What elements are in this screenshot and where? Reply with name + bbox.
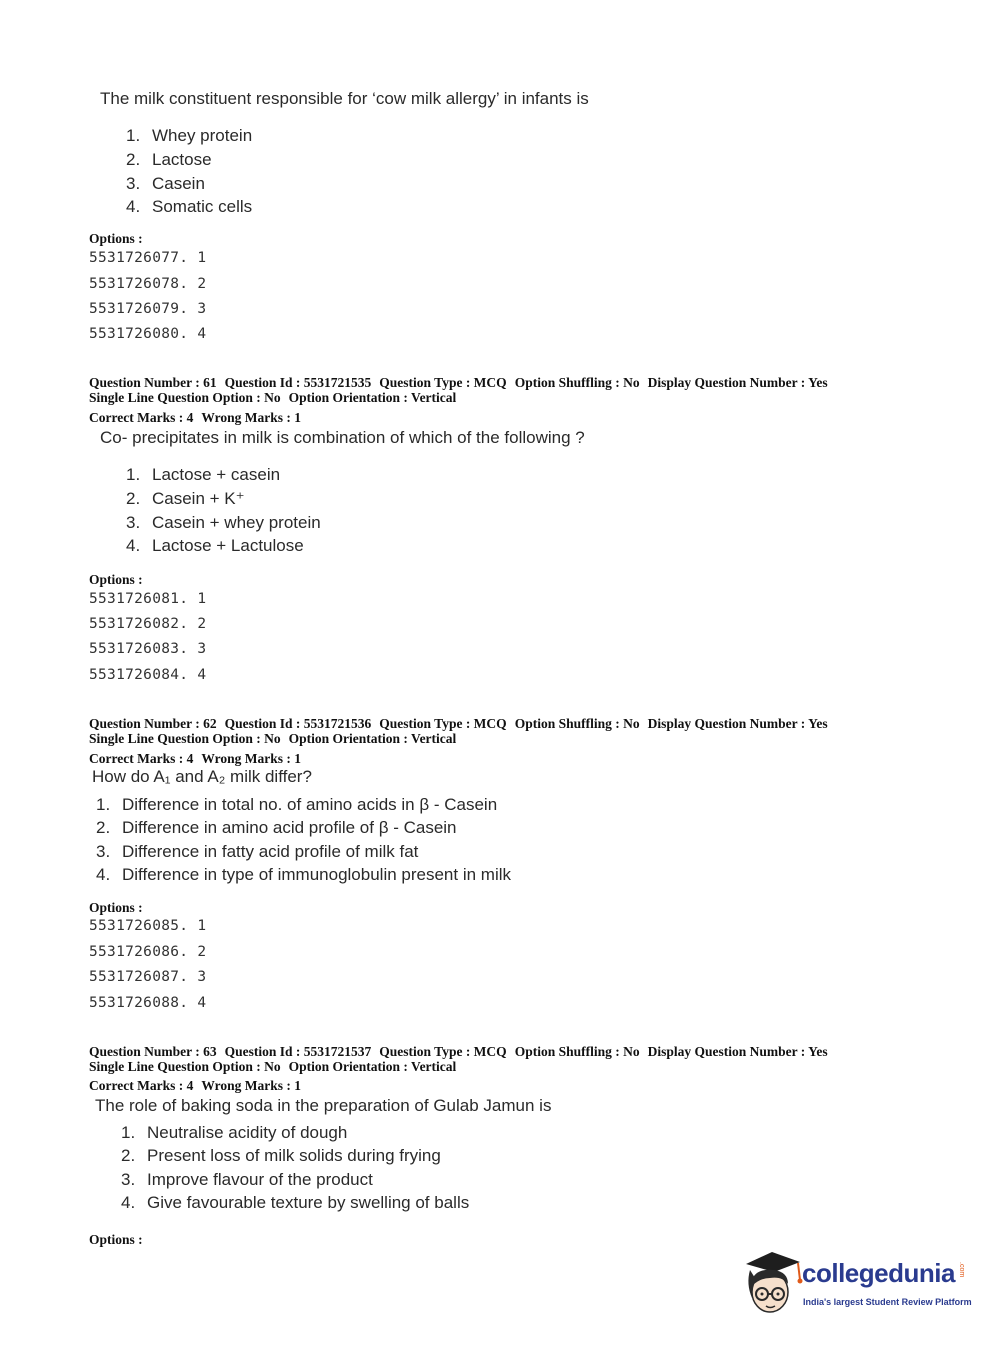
question-id: Question Id : 5531721537 <box>224 1044 372 1059</box>
question-meta-line <box>89 375 836 390</box>
option-id: 5531726086. 2 <box>89 944 207 960</box>
choice-number: 3. <box>121 1170 136 1189</box>
option-id: 5531726081. 1 <box>89 591 207 607</box>
question-meta-line <box>89 716 836 731</box>
choice-text: Lactose + casein <box>152 465 281 484</box>
choice-text: Difference in type of immunoglobulin present in milk <box>122 865 511 884</box>
correct-marks: Correct Marks : 4 <box>89 751 194 766</box>
choice-number: 3. <box>96 842 111 861</box>
choice-item <box>96 818 457 838</box>
option-id: 5531726083. 3 <box>89 641 207 657</box>
choice-text: Difference in fatty acid profile of milk fat <box>122 842 419 861</box>
choice-number: 2. <box>126 489 141 508</box>
mascot-icon <box>742 1250 804 1320</box>
question-type: Question Type : MCQ <box>379 1044 507 1059</box>
option-orientation: Option Orientation : Vertical <box>288 731 457 746</box>
display-question-number: Display Question Number : Yes <box>647 716 828 731</box>
choice-number: 2. <box>96 818 111 837</box>
question-text: Co- precipitates in milk is combination of which of the following ? <box>100 428 585 447</box>
option-orientation: Option Orientation : Vertical <box>288 390 457 405</box>
choice-number: 4. <box>126 536 141 555</box>
option-id: 5531726077. 1 <box>89 250 207 266</box>
choice-text: Present loss of milk solids during frying <box>147 1146 441 1165</box>
choice-item <box>121 1170 373 1190</box>
question-text: The milk constituent responsible for ‘cow milk allergy’ in infants is <box>100 89 589 108</box>
logo-wordmark: collegedunia <box>802 1258 955 1288</box>
choice-text: Casein <box>152 174 205 193</box>
wrong-marks: Wrong Marks : 1 <box>201 410 301 425</box>
option-id: 5531726079. 3 <box>89 301 207 317</box>
choice-item <box>126 489 245 509</box>
option-orientation: Option Orientation : Vertical <box>288 1059 457 1074</box>
option-id: 5531726082. 2 <box>89 616 207 632</box>
options-label: Options : <box>89 900 143 915</box>
choice-number: 2. <box>126 150 141 169</box>
choice-number: 1. <box>126 126 141 145</box>
question-marks-line <box>89 410 309 425</box>
choice-text: Lactose + Lactulose <box>152 536 304 555</box>
choice-item <box>126 197 252 217</box>
choice-item <box>121 1193 469 1213</box>
choice-item <box>96 865 511 885</box>
question-number: Question Number : 63 <box>89 1044 217 1059</box>
question-meta-line <box>89 1059 464 1074</box>
choice-number: 4. <box>96 865 111 884</box>
choice-number: 4. <box>126 197 141 216</box>
correct-marks: Correct Marks : 4 <box>89 410 194 425</box>
question-number: Question Number : 61 <box>89 375 217 390</box>
question-type: Question Type : MCQ <box>379 716 507 731</box>
option-id: 5531726084. 4 <box>89 667 207 683</box>
option-id: 5531726080. 4 <box>89 326 207 342</box>
choice-number: 4. <box>121 1193 136 1212</box>
question-marks-line <box>89 751 309 766</box>
choice-number: 1. <box>126 465 141 484</box>
choice-text: Casein + K⁺ <box>152 489 245 508</box>
single-line-option: Single Line Question Option : No <box>89 731 281 746</box>
choice-item <box>126 536 304 556</box>
choice-item <box>126 126 252 146</box>
choice-text: Somatic cells <box>152 197 253 216</box>
display-question-number: Display Question Number : Yes <box>647 375 828 390</box>
choice-text: Casein + whey protein <box>152 513 321 532</box>
question-marks-line <box>89 1078 309 1093</box>
option-shuffling: Option Shuffling : No <box>514 375 640 390</box>
choice-number: 2. <box>121 1146 136 1165</box>
question-id: Question Id : 5531721535 <box>224 375 372 390</box>
choice-item <box>96 795 497 815</box>
choice-text: Difference in total no. of amino acids in β - Casein <box>122 795 498 814</box>
choice-number: 1. <box>96 795 111 814</box>
choice-item <box>126 150 212 170</box>
question-meta-line <box>89 731 464 746</box>
choice-item <box>96 842 418 862</box>
question-type: Question Type : MCQ <box>379 375 507 390</box>
display-question-number: Display Question Number : Yes <box>647 1044 828 1059</box>
choice-item <box>126 174 205 194</box>
choice-text: Whey protein <box>152 126 253 145</box>
choice-text: Improve flavour of the product <box>147 1170 373 1189</box>
option-id: 5531726085. 1 <box>89 918 207 934</box>
question-text: The role of baking soda in the preparation of Gulab Jamun is <box>95 1096 552 1115</box>
option-shuffling: Option Shuffling : No <box>514 716 640 731</box>
choice-number: 1. <box>121 1123 136 1142</box>
correct-marks: Correct Marks : 4 <box>89 1078 194 1093</box>
option-id: 5531726088. 4 <box>89 995 207 1011</box>
choice-number: 3. <box>126 513 141 532</box>
choice-item <box>126 465 280 485</box>
choice-number: 3. <box>126 174 141 193</box>
question-meta-line <box>89 1044 836 1059</box>
choice-text: Neutralise acidity of dough <box>147 1123 348 1142</box>
option-id: 5531726087. 3 <box>89 969 207 985</box>
option-shuffling: Option Shuffling : No <box>514 1044 640 1059</box>
wrong-marks: Wrong Marks : 1 <box>201 1078 301 1093</box>
choice-text: Lactose <box>152 150 212 169</box>
option-id: 5531726078. 2 <box>89 276 207 292</box>
logo-com: .com <box>958 1262 965 1278</box>
wrong-marks: Wrong Marks : 1 <box>201 751 301 766</box>
choice-text: Difference in amino acid profile of β - Casein <box>122 818 457 837</box>
logo-tagline: India's largest Student Review Platform <box>803 1297 972 1307</box>
options-label: Options : <box>89 231 143 246</box>
choice-item <box>121 1123 347 1143</box>
choice-text: Give favourable texture by swelling of balls <box>147 1193 470 1212</box>
question-id: Question Id : 5531721536 <box>224 716 372 731</box>
choice-item <box>121 1146 441 1166</box>
question-number: Question Number : 62 <box>89 716 217 731</box>
choice-item <box>126 513 321 533</box>
single-line-option: Single Line Question Option : No <box>89 1059 281 1074</box>
collegedunia-logo <box>742 1250 972 1320</box>
options-label: Options : <box>89 1232 143 1247</box>
single-line-option: Single Line Question Option : No <box>89 390 281 405</box>
question-meta-line <box>89 390 464 405</box>
options-label: Options : <box>89 572 143 587</box>
question-text: How do A₁ and A₂ milk differ? <box>92 767 312 786</box>
